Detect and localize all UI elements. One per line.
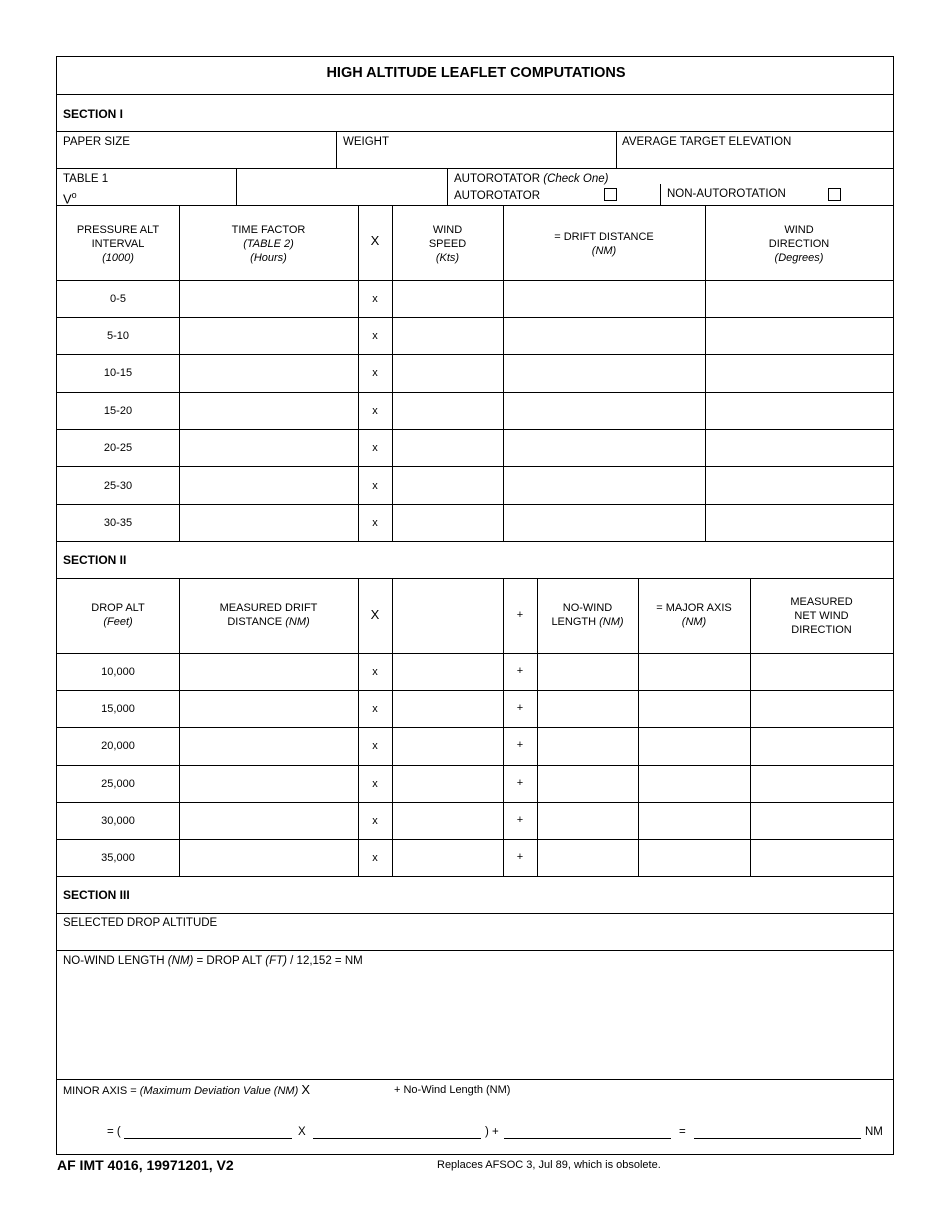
- divider: [57, 1079, 893, 1080]
- v-superscript: o: [71, 190, 77, 200]
- form-title: HIGH ALTITUDE LEAFLET COMPUTATIONS: [326, 65, 626, 81]
- section-1-label: SECTION I: [63, 107, 124, 121]
- row-plus: +: [516, 739, 524, 751]
- divider: [57, 429, 893, 430]
- equation-equals: =: [679, 1126, 686, 1138]
- interval-unit-text: (1000): [102, 252, 134, 264]
- row-multiply: x: [372, 330, 378, 342]
- no-wind-length-header: [537, 601, 638, 629]
- divider: [57, 653, 893, 654]
- wind-direction-header: [705, 223, 893, 265]
- divider: [57, 839, 893, 840]
- divider: [57, 690, 893, 691]
- pressure-alt-header: [57, 223, 179, 265]
- pressure-alt-text: PRESSURE ALT: [76, 224, 160, 236]
- replaces-note: Replaces AFSOC 3, Jul 89, which is obsolete.: [437, 1159, 661, 1171]
- formula-part: NO-WIND LENGTH: [63, 955, 168, 967]
- length-unit-text: (NM): [599, 616, 624, 628]
- row-multiply: x: [372, 517, 378, 529]
- row-multiply: x: [372, 852, 378, 864]
- equation-open: = (: [107, 1126, 121, 1138]
- divider: [616, 131, 617, 168]
- length-text: LENGTH: [551, 616, 597, 628]
- pressure-interval-25-30: 25-30: [103, 480, 133, 492]
- divider: [660, 184, 661, 205]
- divider: [57, 504, 893, 505]
- major-unit-text: (NM): [681, 616, 707, 628]
- non-autorotation-checkbox[interactable]: [828, 188, 841, 201]
- distance-unit-text: (NM): [285, 616, 310, 628]
- direction-text: DIRECTION: [791, 624, 852, 636]
- row-multiply: x: [372, 367, 378, 379]
- divider: [57, 205, 893, 206]
- drop-alt-header: [57, 601, 179, 629]
- major-axis-text: = MAJOR AXIS: [656, 602, 732, 614]
- drift-distance-header: [503, 230, 705, 258]
- non-autorotation-label: NON-AUTOROTATION: [667, 188, 786, 200]
- avg-target-elevation-label: AVERAGE TARGET ELEVATION: [622, 136, 792, 148]
- feet-text: (Feet): [103, 616, 133, 628]
- divider: [236, 168, 237, 205]
- minor-axis-x: X: [301, 1082, 310, 1097]
- divider: [57, 168, 893, 169]
- divider: [57, 913, 893, 914]
- table1-label: TABLE 1: [63, 173, 109, 185]
- divider: [57, 802, 893, 803]
- section-3-label: SECTION III: [63, 888, 130, 902]
- no-wind-length-blank[interactable]: [504, 1138, 671, 1139]
- multiplier-blank[interactable]: [313, 1138, 481, 1139]
- divider: [57, 317, 893, 318]
- row-plus: +: [516, 665, 524, 677]
- section-2-label: SECTION II: [63, 553, 127, 567]
- divider: [57, 280, 893, 281]
- check-one-text: (Check One): [543, 173, 609, 185]
- hours-text: (Hours): [250, 252, 287, 264]
- formula-part: (FT): [265, 955, 287, 967]
- drop-alt-10000: 10,000: [101, 666, 135, 678]
- divider: [57, 950, 893, 951]
- divider: [57, 541, 893, 542]
- time-factor-text: TIME FACTOR: [231, 224, 306, 236]
- formula-part: (NM): [167, 955, 194, 967]
- measured-net-wind-direction-header: [750, 595, 893, 637]
- drop-alt-text: DROP ALT: [91, 602, 145, 614]
- max-deviation-blank[interactable]: [124, 1138, 292, 1139]
- weight-label: WEIGHT: [343, 136, 389, 148]
- wind-text: WIND: [432, 224, 463, 236]
- net-wind-text: NET WIND: [794, 610, 849, 622]
- row-multiply: x: [372, 666, 378, 678]
- no-wind-length-label: + No-Wind Length (NM): [394, 1084, 511, 1096]
- v-label: [63, 188, 77, 206]
- multiply-header: X: [370, 607, 380, 622]
- row-plus: +: [516, 851, 524, 863]
- speed-text: SPEED: [428, 238, 467, 250]
- direction-text: DIRECTION: [768, 238, 830, 250]
- row-multiply: x: [372, 405, 378, 417]
- measured-drift-text: MEASURED DRIFT: [219, 602, 318, 614]
- divider: [57, 765, 893, 766]
- drop-alt-15000: 15,000: [101, 703, 135, 715]
- v-text: V: [63, 191, 72, 207]
- pressure-interval-20-25: 20-25: [103, 442, 133, 454]
- paper-size-label: PAPER SIZE: [63, 136, 130, 148]
- table2-text: (TABLE 2): [243, 238, 294, 250]
- time-factor-header: [179, 223, 358, 265]
- autorotator-label: AUTOROTATOR: [454, 190, 541, 202]
- measured-text: MEASURED: [790, 596, 853, 608]
- interval-text: INTERVAL: [91, 238, 145, 250]
- divider: [336, 131, 337, 168]
- pressure-interval-5-10: 5-10: [106, 330, 130, 342]
- row-multiply: x: [372, 480, 378, 492]
- divider: [57, 131, 893, 132]
- divider: [57, 466, 893, 467]
- drop-alt-20000: 20,000: [101, 740, 135, 752]
- no-wind-length-formula: [63, 954, 363, 968]
- pressure-interval-10-15: 10-15: [103, 367, 133, 379]
- equation-multiply: X: [298, 1126, 306, 1138]
- measured-drift-header: [179, 601, 358, 629]
- row-multiply: x: [372, 815, 378, 827]
- minor-axis-result-blank[interactable]: [694, 1138, 861, 1139]
- autorotator-header-text: AUTOROTATOR: [454, 173, 541, 185]
- plus-header: +: [516, 609, 524, 621]
- pressure-interval-30-35: 30-35: [103, 517, 133, 529]
- drop-alt-35000: 35,000: [101, 852, 135, 864]
- divider: [57, 876, 893, 877]
- row-multiply: x: [372, 740, 378, 752]
- equation-nm: NM: [865, 1126, 883, 1138]
- no-wind-text: NO-WIND: [562, 602, 613, 614]
- row-multiply: x: [372, 442, 378, 454]
- row-plus: +: [516, 814, 524, 826]
- divider: [57, 578, 893, 579]
- equation-close-plus: ) +: [485, 1126, 499, 1138]
- row-plus: +: [516, 702, 524, 714]
- divider: [57, 354, 893, 355]
- form-frame: [56, 56, 894, 1155]
- selected-drop-altitude-label: SELECTED DROP ALTITUDE: [63, 917, 218, 929]
- divider: [447, 168, 448, 205]
- drift-text: = DRIFT DISTANCE: [554, 231, 654, 243]
- row-plus: +: [516, 777, 524, 789]
- wind-speed-header: [392, 223, 503, 265]
- autorotator-checkbox[interactable]: [604, 188, 617, 201]
- row-multiply: x: [372, 703, 378, 715]
- divider: [57, 392, 893, 393]
- degrees-text: (Degrees): [774, 252, 824, 264]
- row-multiply: x: [372, 293, 378, 305]
- drift-unit-text: (NM): [591, 245, 617, 257]
- drop-alt-30000: 30,000: [101, 815, 135, 827]
- wind-dir-text: WIND: [784, 224, 814, 236]
- minor-axis-label: [63, 1083, 310, 1098]
- formula-part: = DROP ALT: [193, 955, 266, 967]
- major-axis-header: [638, 601, 750, 629]
- minor-axis-text: (Maximum Deviation Value (NM): [139, 1085, 299, 1097]
- formula-part: / 12,152 = NM: [286, 955, 363, 967]
- divider: [57, 727, 893, 728]
- drop-alt-25000: 25,000: [101, 778, 135, 790]
- form-id: AF IMT 4016, 19971201, V2: [57, 1157, 234, 1173]
- pressure-interval-0-5: 0-5: [110, 293, 126, 305]
- multiply-header: X: [370, 233, 380, 248]
- autorotator-check-one-label: [454, 172, 608, 186]
- pressure-interval-15-20: 15-20: [103, 405, 133, 417]
- row-multiply: x: [372, 778, 378, 790]
- kts-text: (Kts): [435, 252, 460, 264]
- minor-axis-text: MINOR AXIS =: [63, 1085, 140, 1097]
- distance-text: DISTANCE: [227, 616, 283, 628]
- divider: [57, 94, 893, 95]
